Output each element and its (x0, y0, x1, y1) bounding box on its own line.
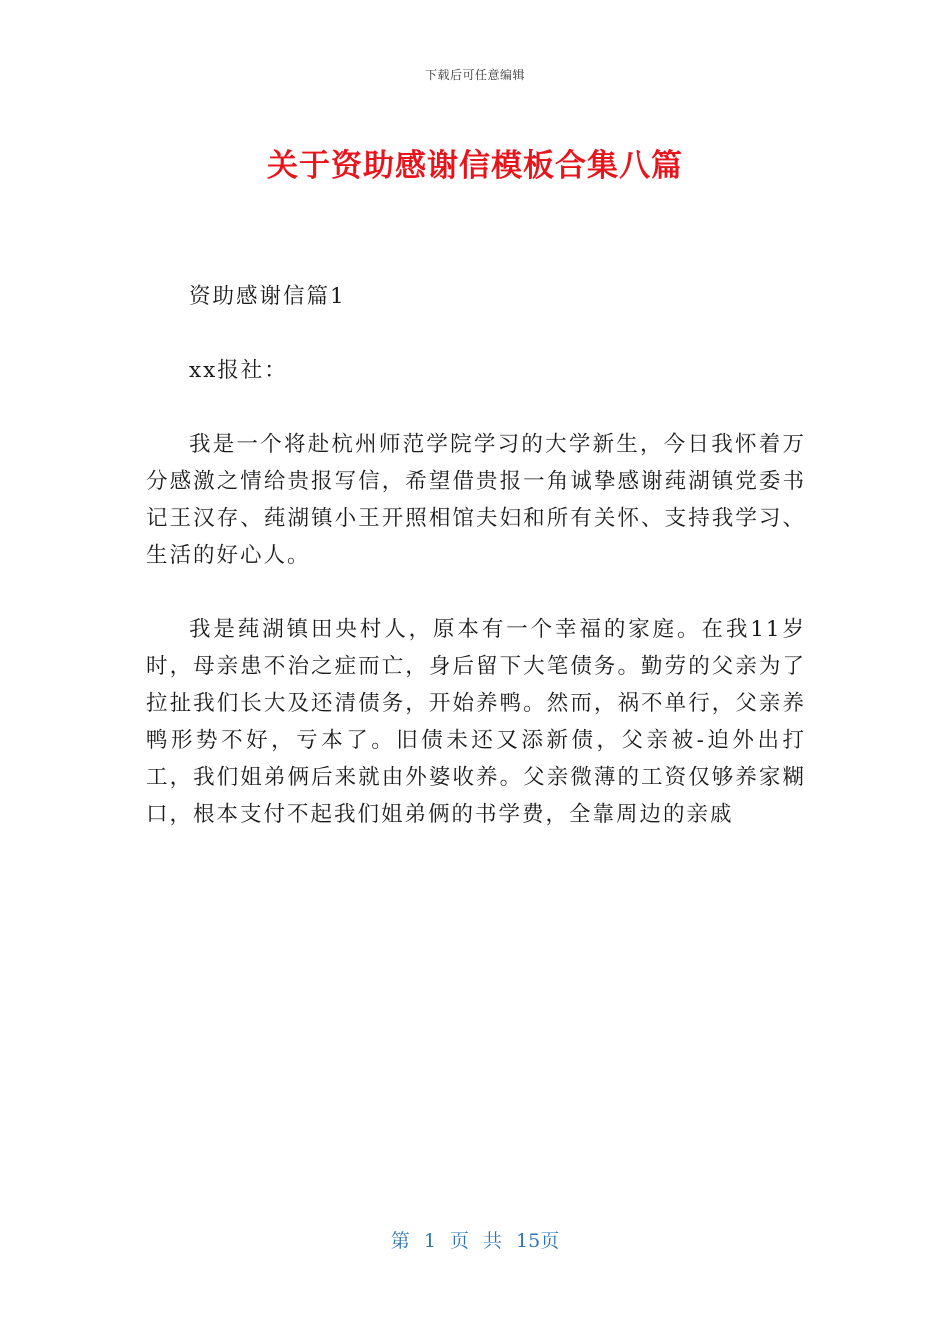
document-body (146, 278, 806, 833)
salutation: xx报社： (189, 358, 288, 383)
body-paragraph: 我是一个将赴杭州师范学院学习的大学新生，今日我怀着万分感激之情给贵报写信，希望借贵报一角诚挚感谢莼湖镇党委书记王汉存、莼湖镇小王开照相馆夫妇和所有关怀、支持我学习、生活的好心人。 (146, 432, 806, 568)
page-header-note: 下载后可任意编辑 (424, 68, 525, 82)
document-title: 关于资助感谢信模板合集八篇 (267, 148, 683, 184)
page-number-footer: 第 1 页 共 15页 (390, 1230, 560, 1252)
section-heading: 资助感谢信篇1 (189, 284, 346, 309)
body-paragraph: 我是莼湖镇田央村人，原本有一个幸福的家庭。在我11岁时，母亲患不治之症而亡，身后留下大笔债务。勤劳的父亲为了拉扯我们长大及还清债务，开始养鸭。然而，祸不单行，父亲养鸭形势不好，亏本了。旧债未还又添新债，父亲被-迫外出打工，我们姐弟俩后来就由外婆收养。父亲微薄的工资仅够养家糊口，根本支付不起我们姐弟俩的书学费，全靠周边的亲戚 (146, 617, 806, 827)
